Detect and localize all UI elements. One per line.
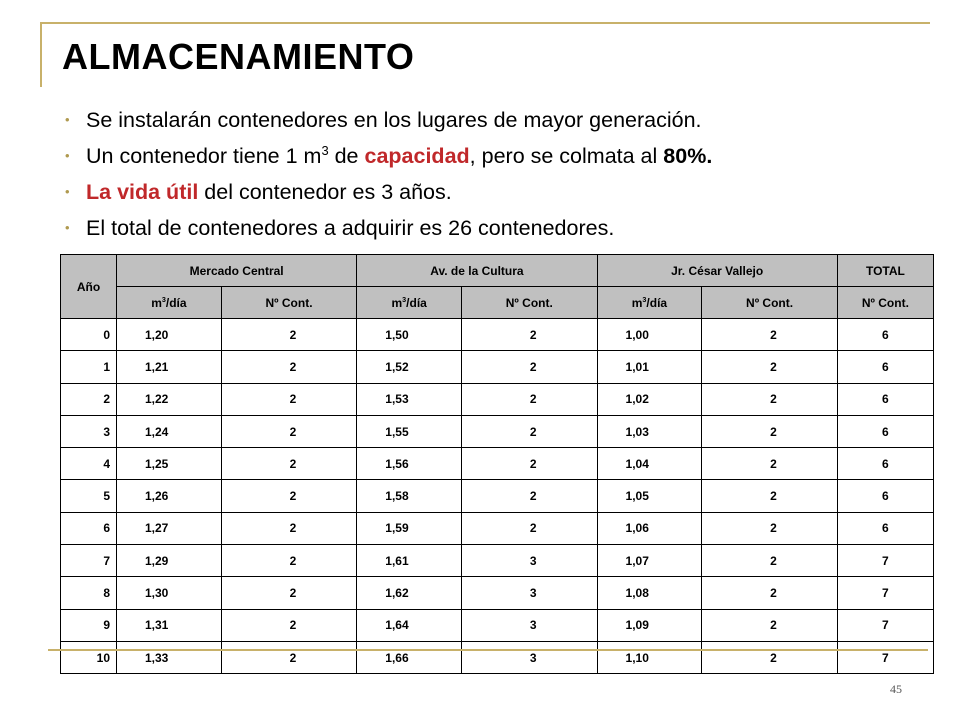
table-row: [61, 480, 934, 512]
bold-text: 80%.: [663, 144, 713, 168]
cell-m3-cultura: 1,64: [357, 609, 462, 641]
cell-m3-cultura: 1,56: [357, 448, 462, 480]
bullet-icon: •: [65, 184, 70, 199]
bullet-item: [62, 138, 712, 174]
bullet-text: del contenedor es 3 años.: [198, 180, 452, 204]
cell-m3-cultura: 1,66: [357, 641, 462, 673]
cell-year: 4: [61, 448, 117, 480]
cell-m3-cultura: 1,62: [357, 577, 462, 609]
cell-count-vallejo: 2: [702, 448, 837, 480]
cell-year: 10: [61, 641, 117, 673]
page-number: 45: [890, 682, 902, 696]
cell-count-mercado: 2: [221, 319, 356, 351]
cell-count-cultura: 2: [462, 512, 597, 544]
cell-year: 1: [61, 351, 117, 383]
cell-total: 6: [837, 415, 933, 447]
cell-m3-cultura: 1,59: [357, 512, 462, 544]
cell-count-cultura: 3: [462, 577, 597, 609]
cell-count-mercado: 2: [221, 448, 356, 480]
cell-count-cultura: 2: [462, 480, 597, 512]
cell-count-cultura: 2: [462, 319, 597, 351]
cell-m3-cultura: 1,58: [357, 480, 462, 512]
containers-table: [60, 254, 934, 674]
col-group-header: TOTAL: [837, 255, 933, 287]
cell-count-mercado: 2: [221, 480, 356, 512]
table-body: [61, 319, 934, 674]
bullet-icon: •: [65, 148, 70, 163]
cell-count-vallejo: 2: [702, 415, 837, 447]
bullet-list: [62, 102, 712, 246]
bullet-text: El total de contenedores a adquirir es 26 contenedores.: [86, 216, 615, 240]
cell-year: 6: [61, 512, 117, 544]
cell-m3-mercado: 1,22: [117, 383, 222, 415]
cell-m3-mercado: 1,33: [117, 641, 222, 673]
cell-count-cultura: 3: [462, 545, 597, 577]
col-group-header: Mercado Central: [117, 255, 357, 287]
bullet-icon: •: [65, 112, 70, 127]
cell-count-cultura: 2: [462, 383, 597, 415]
table-row: [61, 545, 934, 577]
table-row: [61, 448, 934, 480]
frame-bottom-line: [48, 649, 928, 651]
cell-m3-mercado: 1,31: [117, 609, 222, 641]
subheader-m3: $m^3$/día: [597, 287, 702, 319]
cell-total: 6: [837, 512, 933, 544]
table-row: [61, 319, 934, 351]
cell-count-vallejo: 2: [702, 609, 837, 641]
table-row: [61, 351, 934, 383]
cell-m3-vallejo: 1,09: [597, 609, 702, 641]
cell-year: 8: [61, 577, 117, 609]
cell-total: 6: [837, 319, 933, 351]
table-row: [61, 641, 934, 673]
cell-count-cultura: 2: [462, 351, 597, 383]
cell-count-vallejo: 2: [702, 641, 837, 673]
highlight-text: La vida útil: [86, 180, 199, 204]
cell-count-cultura: 3: [462, 609, 597, 641]
cell-count-mercado: 2: [221, 641, 356, 673]
cell-count-cultura: 2: [462, 448, 597, 480]
cell-year: 5: [61, 480, 117, 512]
cell-year: 2: [61, 383, 117, 415]
bullet-item: [62, 174, 712, 210]
bullet-text: Un contenedor tiene 1 m: [86, 144, 322, 168]
cell-count-mercado: 2: [221, 512, 356, 544]
bullet-icon: •: [65, 220, 70, 235]
col-group-header: Jr. César Vallejo: [597, 255, 837, 287]
table-row: [61, 415, 934, 447]
slide-title: ALMACENAMIENTO: [62, 36, 415, 77]
cell-year: 9: [61, 609, 117, 641]
cell-total: 7: [837, 609, 933, 641]
cell-count-mercado: 2: [221, 609, 356, 641]
cell-m3-vallejo: 1,08: [597, 577, 702, 609]
cell-count-vallejo: 2: [702, 480, 837, 512]
subheader-count: Nº Cont.: [837, 287, 933, 319]
bullet-item: [62, 102, 712, 138]
cell-total: 6: [837, 351, 933, 383]
subheader-count: Nº Cont.: [221, 287, 356, 319]
cell-m3-mercado: 1,29: [117, 545, 222, 577]
bullet-text: de: [328, 144, 365, 168]
table-row: [61, 512, 934, 544]
cell-m3-vallejo: 1,01: [597, 351, 702, 383]
cell-m3-vallejo: 1,07: [597, 545, 702, 577]
bullet-text: Se instalarán contenedores en los lugares de mayor generación.: [86, 108, 702, 132]
cell-m3-cultura: 1,53: [357, 383, 462, 415]
frame-left-line: [40, 22, 42, 87]
cell-m3-vallejo: 1,10: [597, 641, 702, 673]
cell-m3-mercado: 1,21: [117, 351, 222, 383]
col-header-year: Año: [61, 255, 117, 319]
cell-m3-vallejo: 1,04: [597, 448, 702, 480]
cell-count-vallejo: 2: [702, 319, 837, 351]
subheader-m3: $m^3$/día: [357, 287, 462, 319]
cell-count-cultura: 3: [462, 641, 597, 673]
cell-m3-vallejo: 1,03: [597, 415, 702, 447]
highlight-text: capacidad: [364, 144, 470, 168]
cell-m3-mercado: 1,27: [117, 512, 222, 544]
table-row: [61, 577, 934, 609]
subheader-m3: $m^3$/día: [117, 287, 222, 319]
cell-m3-vallejo: 1,00: [597, 319, 702, 351]
cell-total: 6: [837, 448, 933, 480]
cell-m3-mercado: 1,20: [117, 319, 222, 351]
cell-count-vallejo: 2: [702, 545, 837, 577]
cell-count-mercado: 2: [221, 415, 356, 447]
cell-total: 7: [837, 577, 933, 609]
col-group-header: Av. de la Cultura: [357, 255, 597, 287]
cell-count-vallejo: 2: [702, 383, 837, 415]
cell-m3-mercado: 1,25: [117, 448, 222, 480]
subheader-count: Nº Cont.: [702, 287, 837, 319]
cell-count-vallejo: 2: [702, 351, 837, 383]
cell-total: 7: [837, 641, 933, 673]
cell-count-mercado: 2: [221, 351, 356, 383]
cell-count-mercado: 2: [221, 577, 356, 609]
cell-m3-mercado: 1,26: [117, 480, 222, 512]
cell-total: 7: [837, 545, 933, 577]
cell-year: 7: [61, 545, 117, 577]
cell-m3-mercado: 1,30: [117, 577, 222, 609]
subheader-count: Nº Cont.: [462, 287, 597, 319]
cell-year: 0: [61, 319, 117, 351]
cell-total: 6: [837, 383, 933, 415]
cell-m3-cultura: 1,52: [357, 351, 462, 383]
cell-m3-cultura: 1,61: [357, 545, 462, 577]
cell-m3-vallejo: 1,06: [597, 512, 702, 544]
bullet-text: , pero se colmata al: [469, 144, 664, 168]
cell-count-mercado: 2: [221, 545, 356, 577]
frame-top-line: [40, 22, 930, 24]
superscript: 3: [321, 142, 329, 158]
cell-m3-vallejo: 1,05: [597, 480, 702, 512]
cell-count-cultura: 2: [462, 415, 597, 447]
cell-total: 6: [837, 480, 933, 512]
cell-count-vallejo: 2: [702, 577, 837, 609]
table-row: [61, 609, 934, 641]
cell-year: 3: [61, 415, 117, 447]
cell-m3-vallejo: 1,02: [597, 383, 702, 415]
cell-count-vallejo: 2: [702, 512, 837, 544]
table-row: [61, 383, 934, 415]
bullet-item: [62, 210, 712, 246]
cell-count-mercado: 2: [221, 383, 356, 415]
cell-m3-cultura: 1,55: [357, 415, 462, 447]
cell-m3-mercado: 1,24: [117, 415, 222, 447]
cell-m3-cultura: 1,50: [357, 319, 462, 351]
